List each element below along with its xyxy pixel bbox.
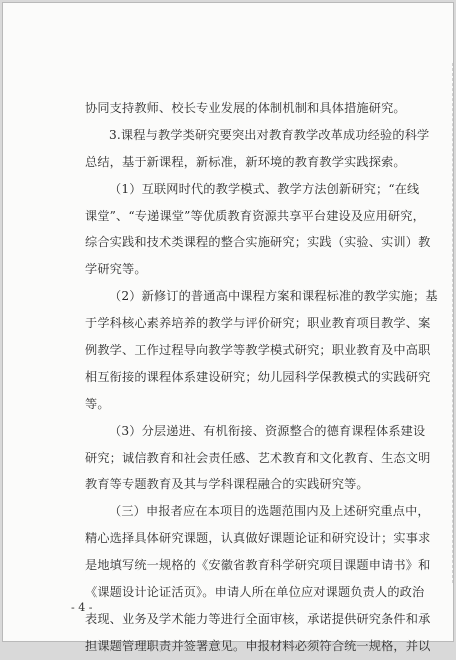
text-line: 课堂”、“专递课堂”等优质教育资源共享平台建设及应用研究， <box>85 208 425 223</box>
text-line: （3）分层递进、有机衔接、资源整合的德育课程体系建设 <box>109 423 426 438</box>
text-line: （三）申报者应在本项目的选题范围内及上述研究重点中， <box>109 504 430 519</box>
text-line: 教育等专题教育及其与学科课程融合的实践研究等。 <box>85 477 369 492</box>
body-text <box>85 95 438 660</box>
text-line: 是地填写统一规格的《安徽省教育科学研究项目课题申请书》和 <box>85 558 431 573</box>
page-number: - 4 - <box>71 601 93 614</box>
text-line: 等。 <box>85 396 110 411</box>
text-line: 例教学、工作过程导向教学等教学模式研究；职业教育及中高职 <box>85 343 431 358</box>
text-line: 综合实践和技术类课程的整合实施研究；实践（实验、实训）教 <box>85 235 431 250</box>
text-line: 相互衔接的课程体系建设研究；幼儿园科学保教模式的实践研究 <box>85 369 431 384</box>
text-line: （1）互联网时代的教学模式、教学方法创新研究；“在线 <box>109 181 420 196</box>
text-line: 研究；诚信教育和社会责任感、艺术教育和文化教育、生态文明 <box>85 450 431 465</box>
scan-edge-marks <box>449 63 453 583</box>
document-page <box>2 2 454 653</box>
text-line: 于学科核心素养培养的教学与评价研究；职业教育项目教学、案 <box>85 316 431 331</box>
text-line: 学研究等。 <box>85 262 147 277</box>
text-line: 协同支持教师、校长专业发展的体制机制和具体措施研究。 <box>85 101 406 115</box>
text-line: 《课题设计论证活页》。申请人所在单位应对课题负责人的政治 <box>85 585 425 600</box>
text-line: 表现、业务及学术能力等进行全面审核，承诺提供研究条件和承 <box>85 611 431 626</box>
text-line: 3.课程与教学类研究要突出对教育教学改革成功经验的科学 <box>109 127 430 142</box>
text-line: 担课题管理职责并签署意见。申报材料必须符合统一规格，并以 <box>85 638 431 653</box>
text-line: 总结，基于新课程，新标准，新环境的教育教学实践探索。 <box>85 154 406 169</box>
text-line: 精心选择具体研究课题，认真做好课题论证和研究设计；实事求 <box>85 531 431 546</box>
text-line: （2）新修订的普通高中课程方案和课程标准的教学实施；基 <box>109 289 438 304</box>
